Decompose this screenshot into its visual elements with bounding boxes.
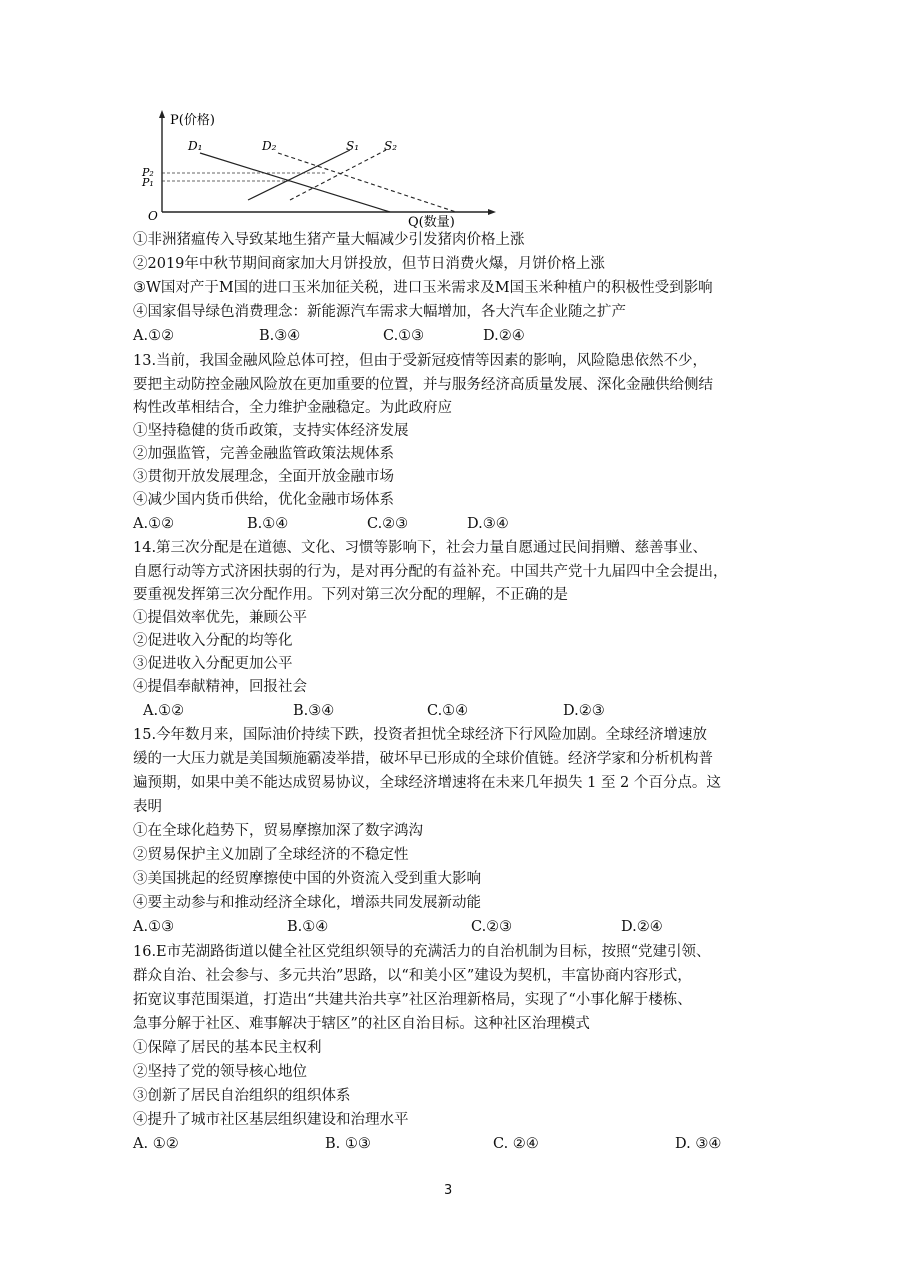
q16-stem-line-4: 急事分解于社区、难事解决于辖区”的社区自治目标。这种社区治理模式: [133, 1016, 590, 1032]
q12-item-4: ④国家倡导绿色消费理念：新能源汽车需求大幅增加，各大汽车企业随之扩产: [133, 304, 626, 320]
q13-item-2: ②加强监管，完善金融监管政策法规体系: [133, 446, 394, 462]
q15-item-1: ①在全球化趋势下，贸易摩擦加深了数字鸿沟: [133, 823, 423, 839]
q14-item-1: ①提倡效率优先，兼顾公平: [133, 610, 307, 626]
q12-option-c[interactable]: C.①③: [383, 328, 425, 344]
q13-stem-line-2: 要把主动防控金融风险放在更加重要的位置，并与服务经济高质量发展、深化金融供给侧结: [133, 377, 713, 393]
s2-label: S₂: [384, 139, 398, 153]
q15-option-b[interactable]: B.①④: [287, 919, 329, 935]
origin-label: O: [148, 209, 158, 223]
q12-item-1: ①非洲猪瘟传入导致某地生猪产量大幅减少引发猪肉价格上涨: [133, 232, 525, 248]
demand-curve-d2: [278, 153, 456, 212]
d1-label: D₁: [188, 139, 203, 153]
q15-stem-line-3: 遍预期，如果中美不能达成贸易协议，全球经济增速将在未来几年损失 1 至 2 个百分点。这: [133, 775, 721, 791]
s1-label: S₁: [346, 139, 360, 153]
supply-demand-figure: [140, 108, 500, 228]
p1-label: P₁: [142, 176, 154, 189]
d2-label: D₂: [262, 139, 277, 153]
q14-option-a[interactable]: A.①②: [143, 703, 185, 719]
x-axis-arrow: [488, 209, 496, 215]
q13-item-3: ③贯彻开放发展理念，全面开放金融市场: [133, 469, 394, 485]
q12-option-b[interactable]: B.③④: [259, 328, 301, 344]
q13-item-1: ①坚持稳健的货币政策，支持实体经济发展: [133, 423, 409, 439]
q14-stem-line-1: 14.第三次分配是在道德、文化、习惯等影响下，社会力量自愿通过民间捐赠、慈善事业、: [133, 540, 708, 556]
q16-item-1: ①保障了居民的基本民主权利: [133, 1040, 322, 1056]
q15-stem-line-4: 表明: [133, 799, 162, 815]
supply-curve-s2: [290, 150, 386, 200]
q15-stem-line-1: 15.今年数月来，国际油价持续下跌，投资者担忧全球经济下行风险加剧。全球经济增速放: [133, 727, 708, 743]
page-number: 3: [444, 1183, 453, 1198]
q15-item-2: ②贸易保护主义加剧了全球经济的不稳定性: [133, 847, 409, 863]
q16-option-a[interactable]: A. ①②: [133, 1136, 179, 1152]
q16-item-4: ④提升了城市社区基层组织建设和治理水平: [133, 1112, 409, 1128]
q15-stem-line-2: 缓的一大压力就是美国频施霸凌举措，破坏早已形成的全球价值链。经济学家和分析机构普: [133, 751, 713, 767]
y-axis-label: P(价格): [170, 113, 215, 128]
x-axis-label: Q(数量): [408, 215, 455, 228]
supply-curve-s1: [248, 150, 350, 200]
demand-curve-d1: [200, 153, 390, 212]
q14-item-3: ③促进收入分配更加公平: [133, 656, 293, 672]
q13-option-c[interactable]: C.②③: [367, 516, 409, 532]
q14-option-c[interactable]: C.①④: [427, 703, 469, 719]
q12-option-d[interactable]: D.②④: [483, 328, 525, 344]
q14-option-b[interactable]: B.③④: [293, 703, 335, 719]
q15-item-4: ④要主动参与和推动经济全球化，增添共同发展新动能: [133, 895, 481, 911]
q12-option-a[interactable]: A.①②: [133, 328, 175, 344]
q12-item-2: ②2019年中秋节期间商家加大月饼投放，但节日消费火爆，月饼价格上涨: [133, 256, 605, 272]
q16-option-c[interactable]: C. ②④: [493, 1136, 539, 1152]
q16-stem-line-3: 拓宽议事范围渠道，打造出“共建共治共享”社区治理新格局，实现了“小事化解于楼栋、: [133, 992, 692, 1008]
q13-option-a[interactable]: A.①②: [133, 516, 175, 532]
q13-option-b[interactable]: B.①④: [247, 516, 289, 532]
q16-item-2: ②坚持了党的领导核心地位: [133, 1064, 307, 1080]
q13-stem-line-1: 13.当前，我国金融风险总体可控，但由于受新冠疫情等因素的影响，风险隐患依然不少，: [133, 353, 708, 369]
q15-option-d[interactable]: D.②④: [621, 919, 663, 935]
q14-stem-line-2: 自愿行动等方式济困扶弱的行为，是对再分配的有益补充。中国共产党十九届四中全会提出，: [133, 564, 728, 580]
q16-option-d[interactable]: D. ③④: [675, 1136, 722, 1152]
q16-item-3: ③创新了居民自治组织的组织体系: [133, 1088, 351, 1104]
q12-item-3: ③W国对产于M国的进口玉米加征关税，进口玉米需求及M国玉米种植户的积极性受到影响: [133, 280, 713, 296]
q15-option-c[interactable]: C.②③: [471, 919, 513, 935]
q15-item-3: ③美国挑起的经贸摩擦使中国的外资流入受到重大影响: [133, 871, 481, 887]
q14-item-2: ②促进收入分配的均等化: [133, 633, 293, 649]
q13-stem-line-3: 构性改革相结合，全力维护金融稳定。为此政府应: [133, 400, 452, 416]
y-axis-arrow: [159, 110, 165, 118]
q16-option-b[interactable]: B. ①③: [325, 1136, 371, 1152]
q14-option-d[interactable]: D.②③: [563, 703, 605, 719]
q13-item-4: ④减少国内货币供给，优化金融市场体系: [133, 492, 394, 508]
q15-option-a[interactable]: A.①③: [133, 919, 175, 935]
q14-stem-line-3: 要重视发挥第三次分配作用。下列对第三次分配的理解，不正确的是: [133, 587, 568, 603]
p2-label: P₂: [142, 166, 154, 179]
q14-item-4: ④提倡奉献精神，回报社会: [133, 679, 307, 695]
q13-option-d[interactable]: D.③④: [467, 516, 509, 532]
q16-stem-line-2: 群众自治、社会参与、多元共治”思路，以“和美小区”建设为契机，丰富协商内容形式，: [133, 968, 692, 984]
q16-stem-line-1: 16.E市芜湖路街道以健全社区党组织领导的充满活力的自治机制为目标，按照“党建引领、: [133, 944, 711, 960]
